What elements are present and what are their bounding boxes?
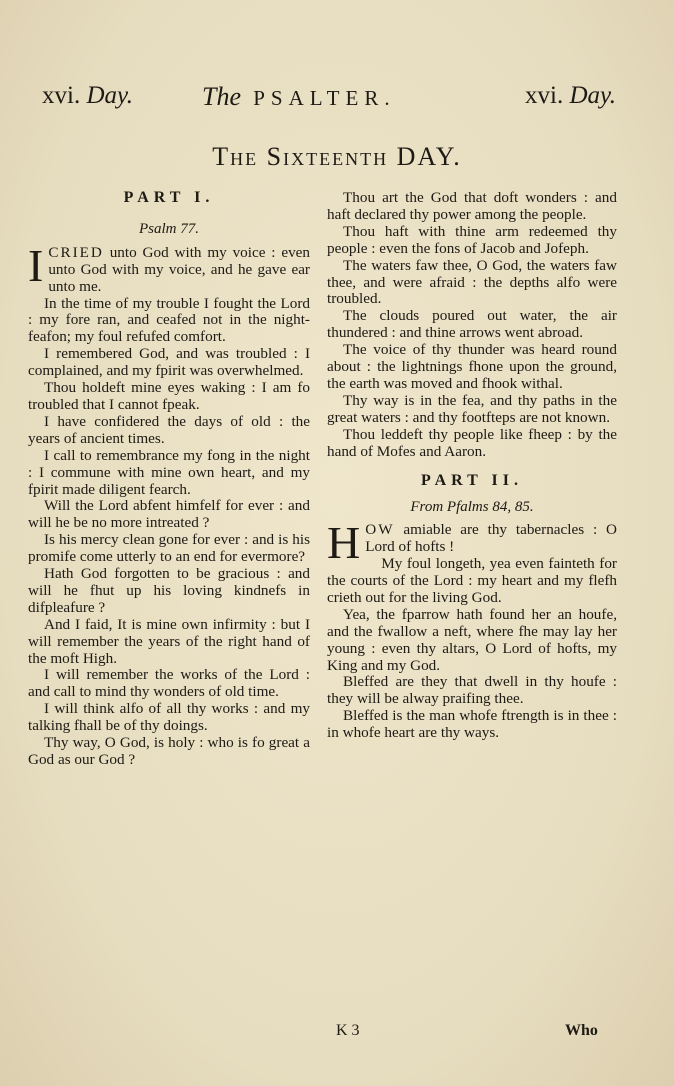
right-day-number: xvi. — [525, 82, 564, 109]
verse-text: Thou holdeft mine eyes waking : I am fo troubled that I cannot fpeak. — [28, 379, 310, 413]
verse — [28, 735, 310, 769]
verse — [327, 393, 617, 427]
verse — [327, 224, 617, 258]
page-footer — [0, 1022, 674, 1046]
part-one-heading: PART I. — [123, 189, 215, 206]
running-head — [0, 82, 674, 122]
part-two-verses — [327, 517, 617, 742]
verse-text: I will remember the works of the Lord : and call to mind thy wonders of old time. — [28, 666, 310, 701]
verse — [28, 617, 310, 668]
verse-text: The voice of thy thunder was heard round about : the lightnings fhone upon the ground, the earth was moved and fhook withal. — [327, 341, 617, 392]
verse — [28, 448, 310, 499]
verse-text: I call to remembrance my fong in the night : I commune with mine own heart, and my fpirit made diligent fearch. — [28, 446, 310, 498]
verse — [28, 296, 310, 347]
verse-text: I will think alfo of all thy works : and my talking fhall be of thy doings. — [28, 700, 310, 735]
left-day-number: xvi. — [42, 82, 81, 109]
running-head-right — [525, 82, 616, 110]
verse-text: unto God with my voice : even unto God with my voice, and he gave ear unto me. — [48, 243, 310, 295]
verse-lead-caps: OW — [365, 521, 395, 539]
right-day-word: Day. — [569, 82, 616, 109]
verse — [327, 517, 617, 569]
verse — [327, 342, 617, 393]
part-one-continued-verses — [327, 190, 617, 461]
title-article: The — [202, 82, 241, 111]
verse-lead-caps: CRIED — [48, 243, 104, 261]
drop-capital: I — [28, 239, 44, 291]
part-one-verses — [28, 239, 310, 769]
verse — [28, 414, 310, 448]
verse — [28, 498, 310, 532]
verse — [327, 190, 617, 224]
psalm-reference: Psalm 77. — [139, 220, 199, 237]
verse-text: Thy way is in the fea, and thy paths in the great waters : and thy footfteps are not known. — [327, 391, 617, 426]
running-head-left — [42, 82, 133, 110]
signature-mark: K 3 — [336, 1022, 360, 1039]
verse-text: Bleffed are they that dwell in thy houfe : they will be alway praifing thee. — [327, 673, 617, 708]
right-column — [327, 190, 617, 742]
verse — [28, 566, 310, 617]
verse-text: My foul longeth, yea even fainteth for the courts of the Lord : my heart and my flefh crieth out for the living God. — [327, 555, 617, 606]
verse — [28, 667, 310, 701]
day-title: The Sixteenth DAY. — [212, 142, 462, 171]
verse-text: Thou art the God that doft wonders : and haft declared thy power among the people. — [327, 189, 617, 223]
verse-text: amiable are thy tabernacles : O Lord of hofts ! — [365, 521, 617, 556]
verse — [28, 380, 310, 414]
left-day-word: Day. — [86, 82, 133, 109]
verse-text: The clouds poured out water, the air thundered : and thine arrows went abroad. — [327, 307, 617, 342]
verse — [327, 308, 617, 342]
left-column — [28, 190, 310, 769]
verse-text: Will the Lord abfent himfelf for ever : and will he be no more intreated ? — [28, 497, 310, 532]
verse-text: Bleffed is the man whofe ftrength is in thee : in whofe heart are thy ways. — [327, 707, 617, 742]
verse — [28, 701, 310, 735]
verse-text: And I faid, It is mine own infirmity : but I will remember the years of the right hand of the moft High. — [28, 615, 310, 667]
verse — [327, 674, 617, 708]
verse — [327, 556, 617, 607]
verse — [28, 532, 310, 566]
verse-text: Yea, the fparrow hath found her an houfe, and the fwallow a neft, where fhe may lay her young : even thy altars, O Lord of hofts, my King and my God. — [327, 605, 617, 674]
verse — [327, 258, 617, 309]
verse — [327, 708, 617, 742]
drop-capital: H — [327, 517, 361, 569]
verse-text: The waters faw thee, O God, the waters faw thee, and were afraid : the depths alfo were troubled. — [327, 256, 617, 308]
verse-text: I have confidered the days of old : the years of ancient times. — [28, 412, 310, 447]
verse-text: In the time of my trouble I fought the Lord : my fore ran, and ceafed not in the night-feafon; my foul refufed comfort. — [28, 294, 310, 346]
part-two-heading: PART II. — [421, 471, 523, 489]
verse — [327, 607, 617, 675]
verse-text: Thy way, O God, is holy : who is fo great a God as our God ? — [28, 734, 310, 768]
verse-text: I remembered God, and was troubled : I complained, and my fpirit was overwhelmed. — [28, 345, 310, 380]
verse — [28, 346, 310, 380]
verse-text: Thou haft with thine arm redeemed thy people : even the fons of Jacob and Jofeph. — [327, 222, 617, 257]
verse-text: Is his mercy clean gone for ever : and is his promife come utterly to an end for evermore? — [28, 531, 310, 566]
verse — [28, 239, 310, 296]
running-head-title — [202, 82, 396, 112]
verse-text: Hath God forgotten to be gracious : and will he fhut up his loving kindnefs in difpleafure ? — [28, 565, 310, 616]
verse — [327, 427, 617, 461]
psalm-reference-two: From Pfalms 84, 85. — [410, 499, 534, 516]
catchword: Who — [565, 1022, 598, 1039]
title-psalter: PSALTER. — [253, 86, 396, 110]
verse-text: Thou leddeft thy people like fheep : by the hand of Mofes and Aaron. — [327, 425, 617, 460]
